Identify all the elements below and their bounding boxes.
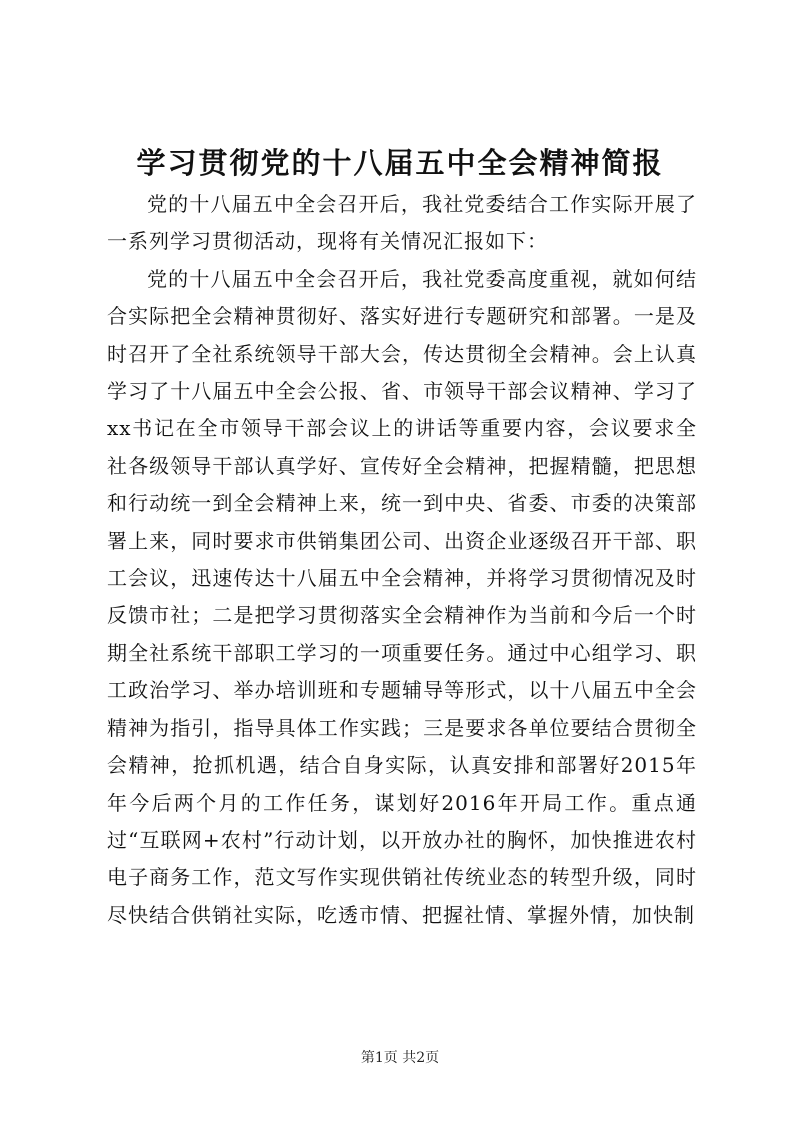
intro-paragraph: 党的十八届五中全会召开后，我社党委结合工作实际开展了一系列学习贯彻活动，现将有关情况汇报如下： xyxy=(107,192,697,254)
document-title: 学习贯彻党的十八届五中全会精神简报 xyxy=(136,146,664,180)
document-body xyxy=(107,186,697,934)
main-paragraph: 党的十八届五中全会召开后，我社党委高度重视，就如何结合实际把全会精神贯彻好、落实好进行专题研究和部署。一是及时召开了全社系统领导干部大会，传达贯彻全会精神。会上认真学习了十八届五中全会公报、省、市领导干部会议精神、学习了xx书记在全市领导干部会议上的讲话等重要内容，会议要求全社各级领导干部认真学好、宣传好全会精神，把握精髓，把思想和行动统一到全会精神上来，统一到中央、省委、市委的决策部署上来，同时要求市供销集团公司、出资企业逐级召开干部、职工会议，迅速传达十八届五中全会精神，并将学习贯彻情况及时反馈市社；二是把学习贯彻落实全会精神作为当前和今后一个时期全社系统干部职工学习的一项重要任务。通过中心组学习、职工政治学习、举办培训班和专题辅导等形式，以十八届五中全会精神为指引，指导具体工作实践；三是要求各单位要结合贯彻全会精神，抢抓机遇，结合自身实际，认真安排和部署好2015年年今后两个月的工作任务，谋划好2016年开局工作。重点通过“互联网+农村”行动计划，以开放办社的胸怀，加快推进农村电子商务工作，范文写作实现供销社传统业态的转型升级，同时尽快结合供销社实际，吃透市情、把握社情、掌握外情，加快制 xyxy=(107,266,697,927)
page-footer: 第1页 共2页 xyxy=(360,1050,440,1066)
